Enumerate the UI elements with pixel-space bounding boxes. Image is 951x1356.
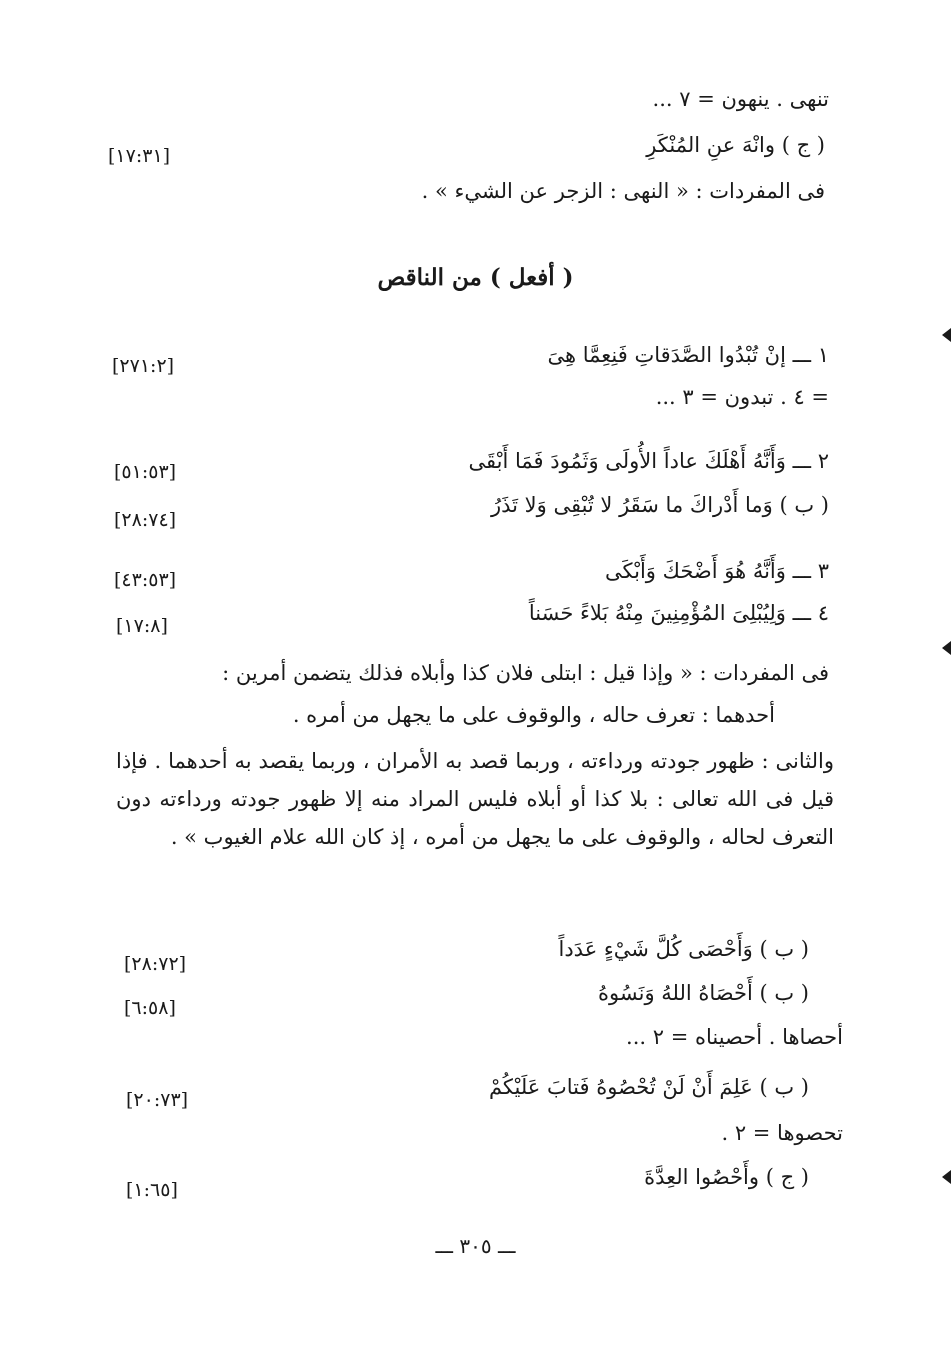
section-heading: ( أفعل ) من الناقص bbox=[377, 264, 574, 291]
verse-reference: [٥١:٥٣] bbox=[114, 461, 177, 483]
text-line: تنهى . ينهون = ٧ ... bbox=[652, 87, 829, 111]
page-number: ـــ ٣٠٥ ـــ bbox=[435, 1234, 516, 1258]
entry-line: ( ج ) وأَحْصُوا العِدَّةَ bbox=[644, 1165, 809, 1189]
verse-reference: [٦:٥٨] bbox=[124, 997, 176, 1019]
verse-reference: [٢٨:٧٤] bbox=[114, 509, 177, 531]
entry-line: ٢ ـــ وَأَنَّهُ أَهْلَكَ عاداً الأُولَى وَثَمُودَ فَمَا أَبْقَى bbox=[468, 449, 829, 473]
scan-edge-mark bbox=[942, 1170, 951, 1184]
text-line: ( ج ) وانْهَ عنِ المُنْكَرِ bbox=[646, 133, 825, 157]
paragraph: والثانى : ظهور جودته ورداءته ، وربما قصد به الأمران ، وربما يقصد به أحدهما . فإذا قيل فى الله تعالى : بلا كذا أو أبلاه فليس المراد منه إلا ظهور جودته ورداءته دون التعرف لحاله ، والوقوف على ما يجهل من أمره ، إذ كان الله علام الغيوب » . bbox=[116, 749, 834, 849]
text-line: تحصوها = ٢ . bbox=[721, 1121, 843, 1145]
verse-reference: [٢٨:٧٢] bbox=[124, 953, 187, 975]
scan-edge-mark bbox=[942, 641, 951, 655]
text-line: فى المفردات : « النهى : الزجر عن الشيء » . bbox=[421, 179, 825, 203]
verse-reference: [٢٠:٧٣] bbox=[126, 1089, 189, 1111]
text-line: أحدهما : تعرف حاله ، والوقوف على ما يجهل من أمره . bbox=[292, 703, 775, 727]
verse-reference: [١:٦٥] bbox=[126, 1179, 178, 1201]
entry-line: ( ب ) وَأَحْصَى كُلَّ شَيْءٍ عَدَداً bbox=[558, 937, 809, 961]
verse-reference: [١٧:٣١] bbox=[108, 145, 171, 167]
text-line: فى المفردات : « وإذا قيل : ابتلى فلان كذا وأبلاه فذلك يتضمن أمرين : bbox=[222, 661, 829, 685]
verse-reference: [١٧:٨] bbox=[116, 615, 168, 637]
entry-line: ( ب ) أَحْصَاهُ اللهُ وَنَسُوهُ bbox=[598, 981, 809, 1005]
verse-reference: [٤٣:٥٣] bbox=[114, 569, 177, 591]
entry-line: ٣ ـــ وَأَنَّهُ هُوَ أَضْحَكَ وَأَبْكَى bbox=[605, 559, 829, 583]
scan-edge-mark bbox=[942, 328, 951, 342]
entry-line: ( ب ) عَلِمَ أَنْ لَنْ تُحْصُوهُ فَتابَ عَلَيْكُمْ bbox=[488, 1075, 809, 1099]
text-line: أحصاها . أحصيناه = ٢ ... bbox=[626, 1025, 843, 1049]
entry-line: ( ب ) وَما أَدْراكَ ما سَقَرُ لا تُبْقِى وَلا تَذَرُ bbox=[490, 493, 829, 517]
text-line: = ٤ . تبدون = ٣ ... bbox=[655, 385, 829, 409]
verse-reference: [٢٧١:٢] bbox=[112, 355, 175, 377]
entry-line: ٤ ـــ وَلِيُبْلِىَ المُؤْمِنِينَ مِنْهُ بَلاءً حَسَناً bbox=[528, 601, 829, 625]
entry-line: ١ ـــ إنْ تُبْدُوا الصَّدَقاتِ فَنِعِمَّا هِىَ bbox=[547, 343, 829, 367]
